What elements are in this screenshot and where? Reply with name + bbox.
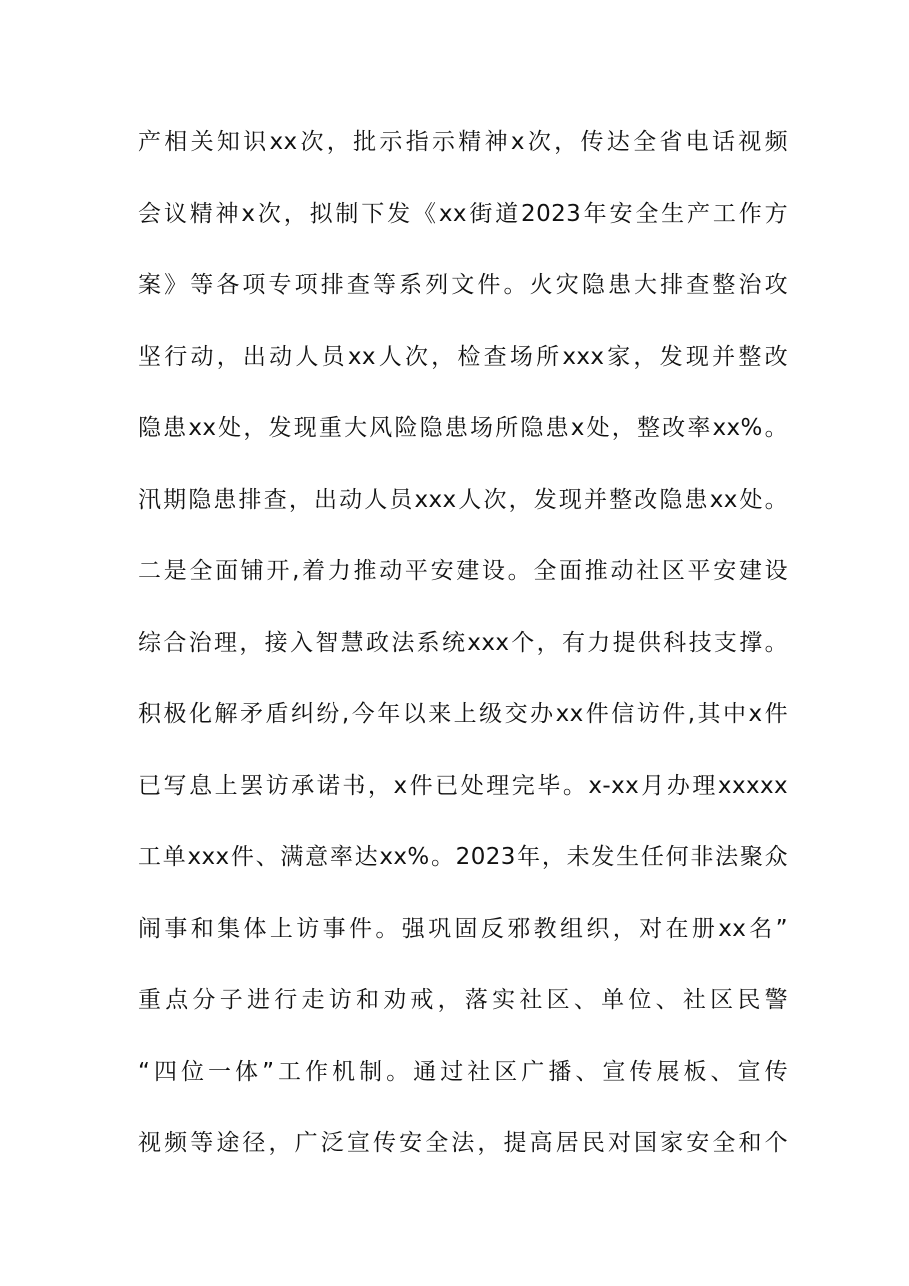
text-line: 隐患xx处，发现重大风险隐患场所隐患x处，整改率xx%。 [138,415,788,441]
text-line: 会议精神x次，拟制下发《xx街道2023年安全生产工作方 [138,200,788,227]
text-line: 二是全面铺开,着力推动平安建设。全面推动社区平安建设 [138,558,788,584]
text-line: 汛期隐患排查，出动人员xxx人次，发现并整改隐患xx处。 [138,486,788,513]
text-line: 综合治理，接入智慧政法系统xxx个，有力提供科技支撑。 [138,629,788,656]
text-line: 闹事和集体上访事件。强巩固反邪教组织，对在册xx名” [138,915,788,942]
text-line: 视频等途径，广泛宣传安全法，提高居民对国家安全和个 [138,1130,788,1156]
text-line: 坚行动，出动人员xx人次，检查场所xxx家，发现并整改 [138,343,788,370]
text-line: 案》等各项专项排查等系列文件。火灾隐患大排查整治攻 [138,272,788,298]
text-line: 产相关知识xx次，批示指示精神x次，传达全省电话视频 [138,129,788,155]
text-line: 已写息上罢访承诺书，x件已处理完毕。x-xx月办理xxxxx [138,772,788,799]
text-line: 工单xxx件、满意率达xx%。2023年，未发生任何非法聚众 [138,844,788,870]
text-line: “四位一体”工作机制。通过社区广播、宣传展板、宣传 [138,1058,788,1085]
body-text [138,122,788,1195]
text-line: 重点分子进行走访和劝戒，落实社区、单位、社区民警 [138,987,788,1013]
text-line: 积极化解矛盾纠纷,今年以来上级交办xx件信访件,其中x件 [138,701,788,727]
